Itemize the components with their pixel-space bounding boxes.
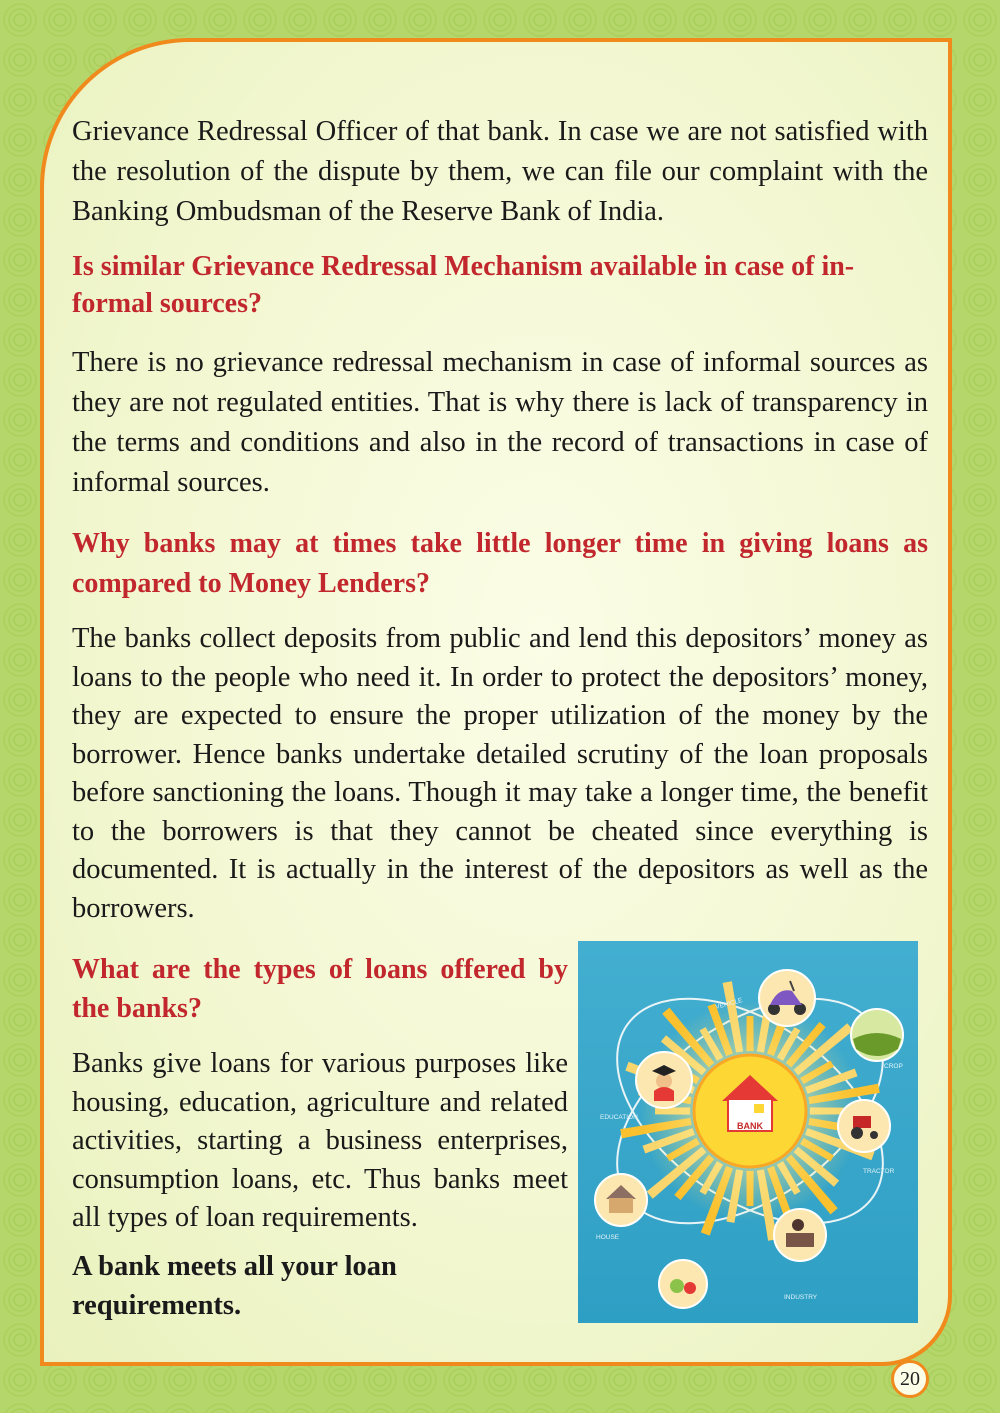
education-graduate-icon — [636, 1052, 692, 1108]
label-industry: INDUSTRY — [784, 1294, 818, 1301]
question-loan-delay: Why banks may at times take little longer time in giving loans as compared to Money Lenders? — [72, 528, 928, 599]
label-house: HOUSE — [596, 1234, 620, 1241]
label-vehicle: VEHICLE — [714, 996, 744, 1011]
answer-grievance-informal: There is no grievance redressal mechanism in case of informal sources as they are not regulated entities. That is why there is lack of transparency in the terms and conditions and also in the record of transactions in case of informal sources. — [72, 347, 928, 498]
crop-field-icon — [851, 1009, 903, 1061]
grocery-icon — [659, 1260, 707, 1308]
answer-loan-delay: The banks collect deposits from public and lend this depositors’ money as loans to the people who need it. In order to protect the depositors’ money, they are expected to ensure the proper utilization of the money by the borrower. Hence banks undertake detailed scrutiny of the loan proposals before sanctioning the loans. Though it may take a longer time, the benefit to the borrowers is that they cannot be cheated since everything is documented. It is actually in the interest of the depositors as well as the borrowers. — [72, 623, 928, 924]
label-tractor: TRACTOR — [863, 1168, 895, 1175]
answer-loan-types: Banks give loans for various purposes like housing, education, agriculture and related activities, starting a business enterprises, consumption loans, etc. Thus banks meet all types of loan requirements. — [72, 1048, 568, 1233]
bank-loans-illustration — [578, 941, 918, 1323]
label-crop: CROP — [884, 1063, 903, 1070]
conclusion-text: A bank meets all your loan requirements. — [72, 1251, 397, 1321]
question-line-1: Is similar Grievance Redressal Mechanism available in case of in- — [72, 251, 855, 282]
question-line-2: formal sources? — [72, 288, 262, 319]
question-loan-types: What are the types of loans offered by the banks? — [72, 954, 568, 1024]
page-number: 20 — [891, 1360, 929, 1398]
industry-icon — [774, 1209, 826, 1261]
intro-paragraph: Grievance Redressal Officer of that bank. In case we are not satisfied with the resolution of the dispute by them, we can file our complaint with the Banking Ombudsman of the Reserve Bank of India. — [72, 116, 928, 227]
tractor-icon — [838, 1100, 890, 1152]
house-icon — [595, 1174, 647, 1226]
vehicle-scooter-icon — [759, 970, 815, 1026]
label-education: EDUCATION — [600, 1114, 638, 1121]
bank-label: BANK — [737, 1121, 763, 1131]
question-grievance-informal — [72, 248, 928, 322]
